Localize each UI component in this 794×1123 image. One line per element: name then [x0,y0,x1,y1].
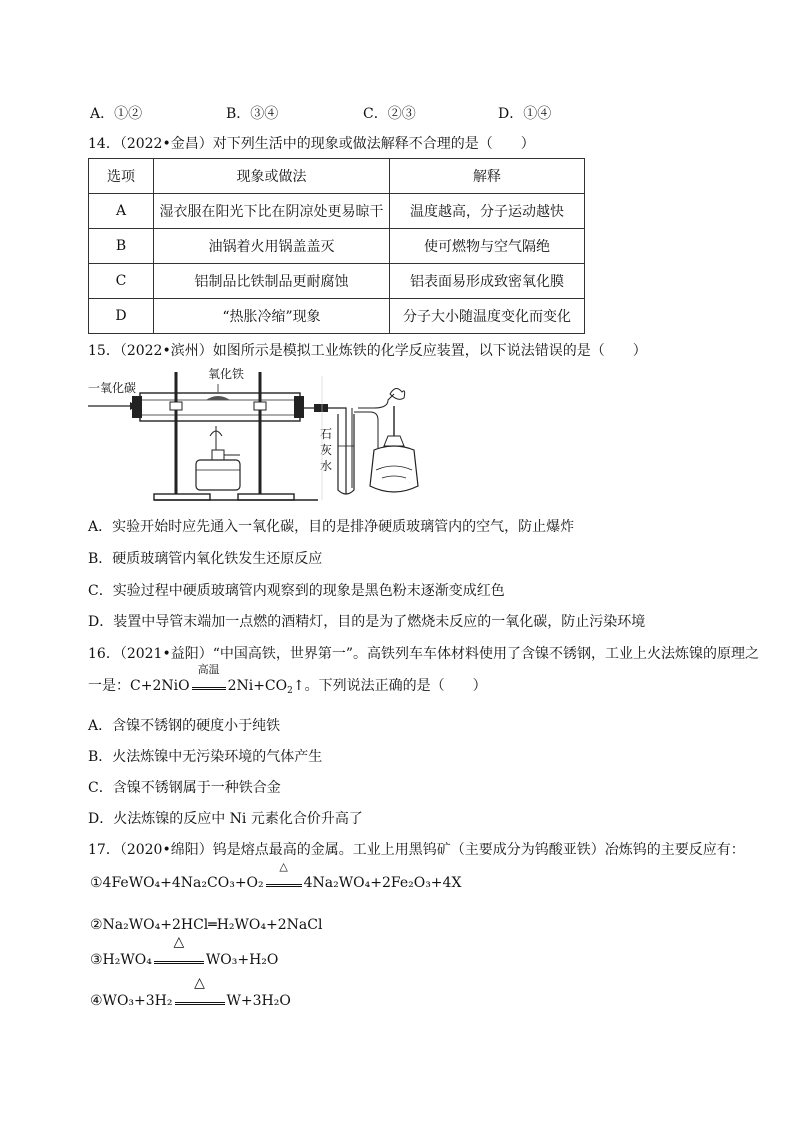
subscript: 2 [287,686,293,696]
heat-symbol: △ [173,934,185,950]
eq1-left: ①4FeWO₄+4Na₂CO₃+O₂ [90,875,264,891]
table-row [89,229,585,264]
eq3-left: ③H₂WO₄ [90,952,152,968]
table-cell: 油锅着火用锅盖盖灭 [154,229,390,264]
iron-oxide-powder [206,396,230,400]
table-cell: A [89,194,154,229]
q15-option-a: A．实验开始时应先通入一氧化碳，目的是排净硬质玻璃管内的空气，防止爆炸 [88,519,575,535]
table-cell: “热胀冷缩”现象 [154,299,390,334]
q13-option-a: A．①② [90,106,143,122]
q17-equation-4 [90,975,291,1011]
q16-option-c: C．含镍不锈钢属于一种铁合金 [88,780,281,796]
eq3-heat-condition [152,934,206,970]
table-header: 选项 [89,159,154,194]
q16-stem-line2 [88,663,487,696]
q16-equation-right: 2Ni+CO [227,678,288,694]
eq1-heat-condition [264,860,304,893]
table-cell: 分子大小随温度变化而变化 [390,299,585,334]
table-cell: D [89,299,154,334]
q17-stem: 17．（2020•绵阳）钨是熔点最高的金属。工业上用黑钨矿（主要成分为钨酸亚铁）冶炼钨的主要反应有： [88,842,745,858]
eq4-heat-condition [173,975,227,1011]
label-iron-oxide: 氧化铁 [208,367,245,381]
table-header-row [89,159,585,194]
table-row [89,194,585,229]
q13-option-b: B．③④ [226,106,279,122]
heat-symbol: △ [194,975,205,991]
table-cell: 铝表面易形成致密氧化膜 [390,264,585,299]
iron-smelting-apparatus-figure [88,366,588,508]
q16-stem-tail: ↑。下列说法正确的是（ ） [292,678,487,694]
eq1-right: 4Na₂WO₄+2Fe₂O₃+4X [303,875,462,891]
q15-option-c: C．实验过程中硬质玻璃管内观察到的现象是黑色粉末逐渐变成红色 [88,583,505,599]
q13-option-d: D．①④ [498,106,552,122]
condition-high-temperature: 高温 [197,663,220,676]
label-limewater-1: 石 [320,427,333,441]
q14-table [88,158,585,334]
q16-stem-line1: 16．（2021•益阳）“中国高铁，世界第一”。高铁列车车体材料使用了含镍不锈钢，工业上火法炼镍的原理之 [88,646,760,662]
table-cell: 湿衣服在阳光下比在阴凉处更易晾干 [154,194,390,229]
eq3-right: WO₃+H₂O [205,952,279,968]
label-carbon-monoxide: 一氧化碳 [88,381,137,395]
label-limewater-3: 水 [320,459,333,473]
eq4-right: W+3H₂O [226,993,291,1009]
table-header: 解释 [390,159,585,194]
q14-stem: 14．（2022•金昌）对下列生活中的现象或做法解释不合理的是（ ） [88,136,535,152]
table-cell: C [89,264,154,299]
q15-option-d: D．装置中导管末端加一点燃的酒精灯，目的是为了燃烧未反应的一氧化碳，防止污染环境 [88,614,646,630]
table-row [89,299,585,334]
q16-reaction-condition [190,663,228,696]
q16-option-a: A．含镍不锈钢的硬度小于纯铁 [88,718,281,734]
q13-option-c: C．②③ [363,106,416,122]
label-limewater-2: 灰 [320,443,333,457]
q17-equation-2: ②Na₂WO₄+2HCl═H₂WO₄+2NaCl [90,917,323,933]
table-cell: B [89,229,154,264]
q17-equation-3 [90,934,279,970]
table-cell: 铝制品比铁制品更耐腐蚀 [154,264,390,299]
table-cell: 使可燃物与空气隔绝 [390,229,585,264]
table-header: 现象或做法 [154,159,390,194]
q16-option-d: D．火法炼镍的反应中 Ni 元素化合价升高了 [88,811,363,827]
heat-symbol: △ [279,860,288,873]
table-cell: 温度越高，分子运动越快 [390,194,585,229]
eq4-left: ④WO₃+3H₂ [90,993,173,1009]
table-row [89,264,585,299]
q15-option-b: B．硬质玻璃管内氧化铁发生还原反应 [88,551,323,567]
q15-stem: 15．（2022•滨州）如图所示是模拟工业炼铁的化学反应装置，以下说法错误的是（ ） [88,343,647,359]
q16-option-b: B．火法炼镍中无污染环境的气体产生 [88,749,323,765]
q17-equation-1 [90,860,462,893]
q16-equation-left: 一是：C+2NiO [88,678,190,694]
